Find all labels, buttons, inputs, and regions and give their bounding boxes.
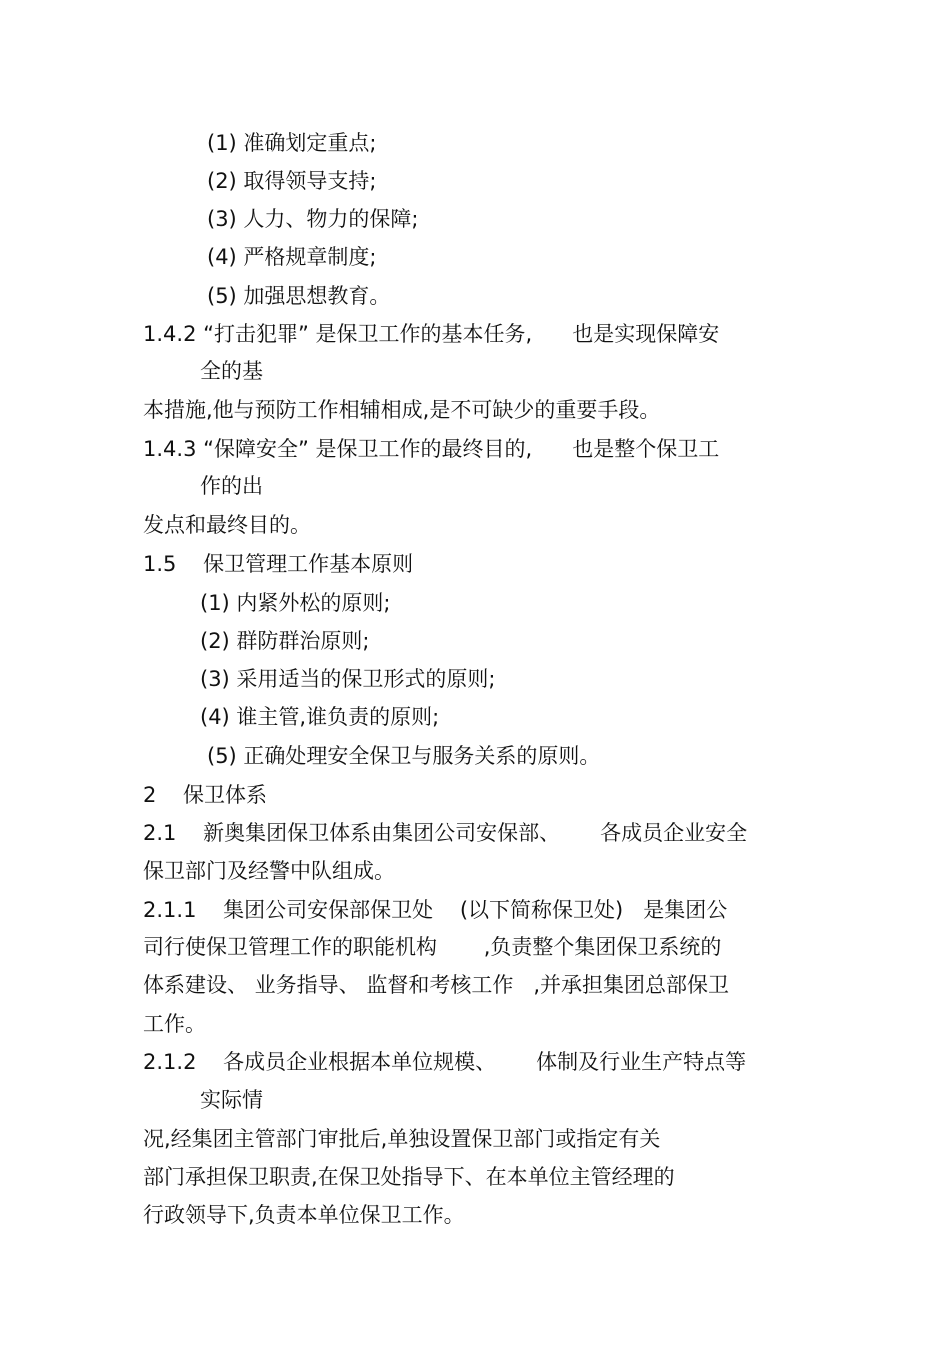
list-item: (4) 严格规章制度; — [207, 245, 377, 269]
list-item: (5) 加强思想教育。 — [207, 284, 391, 308]
paragraph-line: 作的出 — [200, 474, 263, 498]
section-heading-2: 2 保卫体系 — [143, 783, 268, 807]
paragraph-line: 实际情 — [200, 1088, 263, 1112]
section-heading-1-5: 1.5 保卫管理工作基本原则 — [143, 552, 414, 576]
list-item: (1) 准确划定重点; — [207, 131, 377, 155]
paragraph-line: 1.4.2 “打击犯罪” 是保卫工作的基本任务, 也是实现保障安 — [143, 322, 720, 346]
list-item: (3) 采用适当的保卫形式的原则; — [200, 667, 496, 691]
list-item: (2) 取得领导支持; — [207, 169, 377, 193]
paragraph-line: 况,经集团主管部门审批后,单独设置保卫部门或指定有关 — [143, 1127, 661, 1151]
paragraph-line: 工作。 — [143, 1012, 206, 1036]
paragraph-line: 行政领导下,负责本单位保卫工作。 — [143, 1203, 465, 1227]
list-item: (5) 正确处理安全保卫与服务关系的原则。 — [207, 744, 601, 768]
list-item: (3) 人力、物力的保障; — [207, 207, 419, 231]
paragraph-line: 本措施,他与预防工作相辅相成,是不可缺少的重要手段。 — [143, 398, 661, 422]
list-item: (2) 群防群治原则; — [200, 629, 370, 653]
paragraph-line: 部门承担保卫职责,在保卫处指导下、在本单位主管经理的 — [143, 1165, 675, 1189]
paragraph-line: 保卫部门及经警中队组成。 — [143, 859, 395, 883]
paragraph-line: 全的基 — [200, 359, 263, 383]
list-item: (4) 谁主管,谁负责的原则; — [200, 705, 440, 729]
paragraph-line: 司行使保卫管理工作的职能机构 ,负责整个集团保卫系统的 — [143, 935, 722, 959]
paragraph-line: 2.1.1 集团公司安保部保卫处 (以下简称保卫处) 是集团公 — [143, 898, 728, 922]
paragraph-line: 1.4.3 “保障安全” 是保卫工作的最终目的, 也是整个保卫工 — [143, 437, 720, 461]
paragraph-line: 发点和最终目的。 — [143, 513, 311, 537]
paragraph-line: 体系建设、 业务指导、 监督和考核工作 ,并承担集团总部保卫 — [143, 973, 730, 997]
paragraph-line: 2.1.2 各成员企业根据本单位规模、 体制及行业生产特点等 — [143, 1050, 747, 1074]
list-item: (1) 内紧外松的原则; — [200, 591, 391, 615]
paragraph-line: 2.1 新奥集团保卫体系由集团公司安保部、 各成员企业安全 — [143, 821, 748, 845]
